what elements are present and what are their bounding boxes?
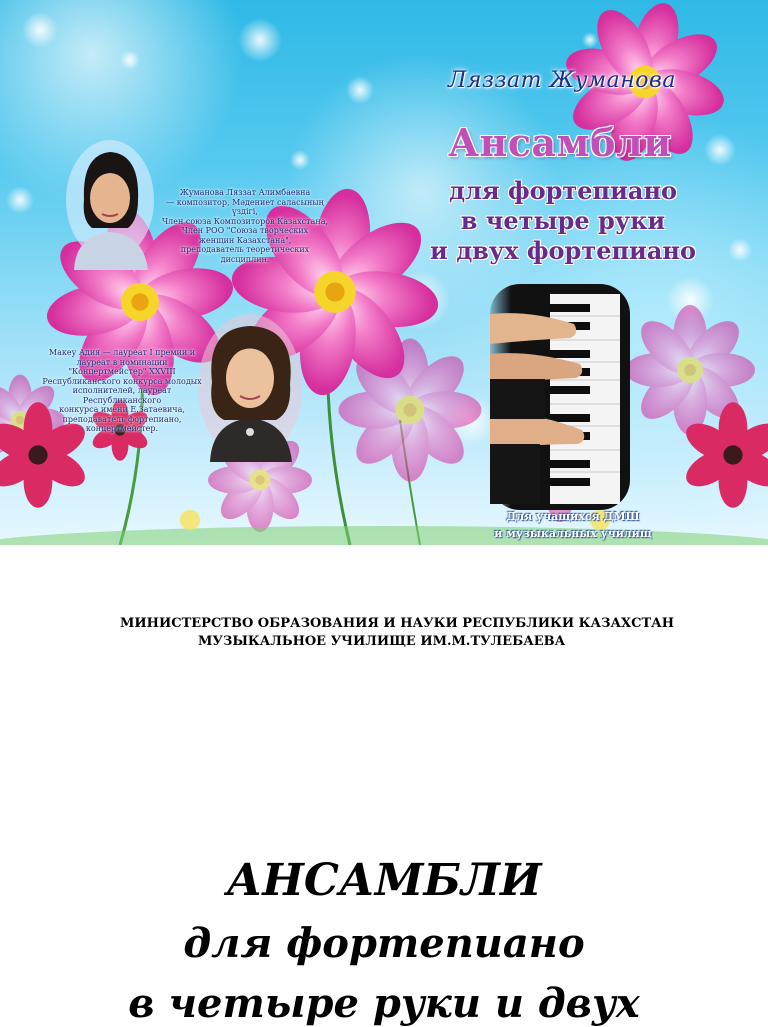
coauthor-portrait	[196, 312, 304, 462]
author-portrait	[64, 140, 156, 270]
bio-line: конкурса имени Е.Затаевича,	[59, 405, 185, 414]
bio-line: Макеу Адия — лауреат I премии и	[48, 348, 196, 357]
cover-subtitle-line: в четыре руки	[460, 206, 666, 235]
bio-line: Член союза Композиторов Казахстана,	[161, 216, 329, 226]
page-title: АНСАМБЛИ	[226, 855, 542, 906]
author-bio	[160, 188, 330, 264]
page-subtitle-line: для фортепиано	[183, 920, 585, 967]
bio-line: Республиканского конкурса молодых	[42, 376, 202, 386]
bio-line: Член РОО "Союза творческих	[181, 226, 309, 235]
ministry-name: МИНИСТЕРСТВО ОБРАЗОВАНИЯ И НАУКИ РЕСПУБЛИКИ КАЗАХСТАН	[120, 616, 675, 631]
bio-line: Жуманова Ляззат Алимбаевна	[179, 188, 311, 197]
school-name: МУЗЫКАЛЬНОЕ УЧИЛИЩЕ ИМ.М.ТУЛЕБАЕВА	[198, 634, 566, 649]
bio-line: исполнителей, лауреат Республиканского	[72, 386, 172, 405]
cover-subtitle-line: для фортепиано	[448, 176, 678, 205]
audience-line: Для учащихся ДМШ	[506, 510, 640, 523]
piano-hands-photo	[490, 284, 630, 510]
bio-line: женщин Казахстана",	[198, 235, 292, 245]
bio-line: преподаватель теоретических дисциплин.	[180, 245, 310, 264]
bio-line: — композитор, Мәдениет саласының үздігі,	[166, 197, 324, 216]
bio-line: "Концертмейстер" XXVIII	[68, 367, 176, 376]
bio-line: лауреат в номинации	[76, 357, 168, 367]
audience-line: и музыкальных училищ	[494, 527, 652, 540]
author-name: Ляззат Жуманова	[448, 68, 676, 93]
bio-line: преподаватель фортепиано,	[62, 414, 182, 424]
audience-note	[478, 508, 668, 542]
cover-title: Ансамбли	[448, 120, 672, 165]
page-subtitle-line: в четыре руки и двух	[128, 980, 640, 1027]
bio-line: концертмейстер.	[85, 424, 159, 433]
cover-subtitle-line: и двух фортепиано	[430, 236, 696, 265]
coauthor-bio	[42, 348, 202, 434]
